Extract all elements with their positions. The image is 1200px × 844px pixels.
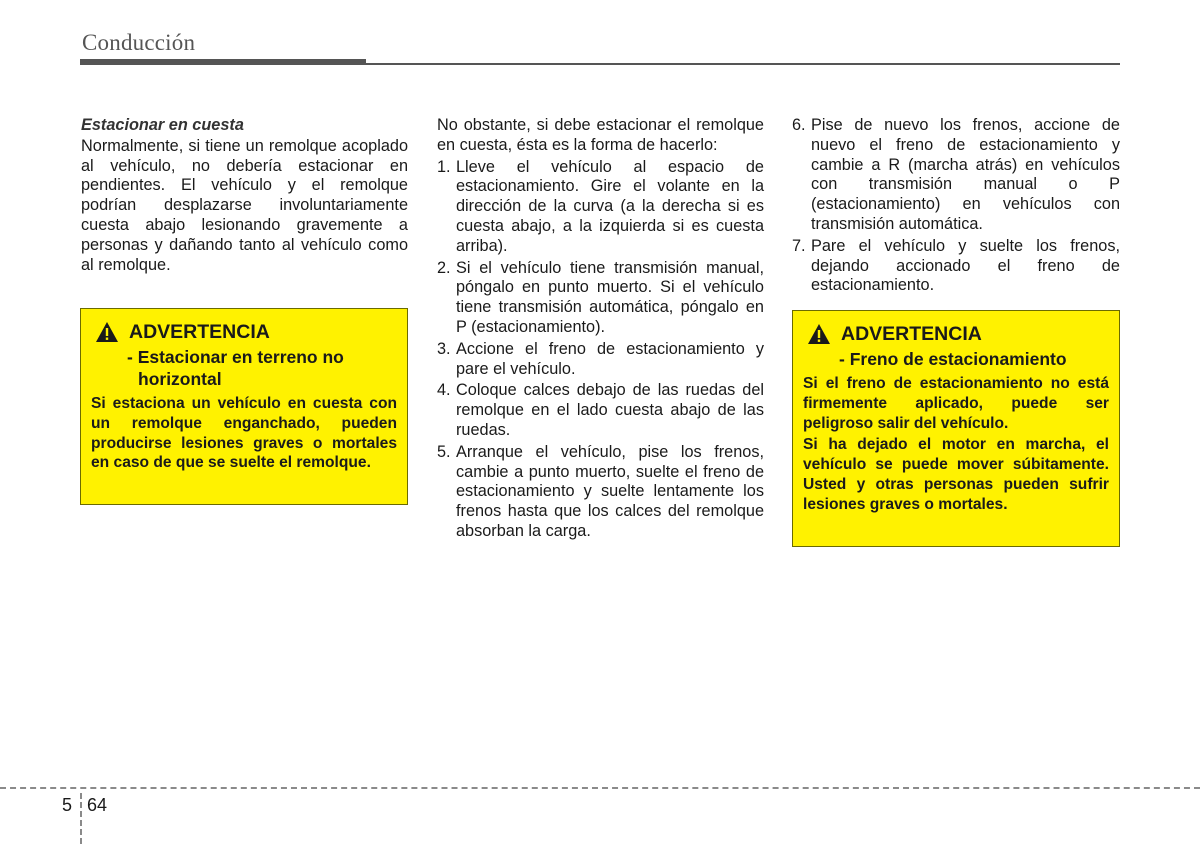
step-number: 1. [437,157,451,176]
step-text: Lleve el vehículo al espacio de estacionamiento. Gire el volante en la dirección de la curva (a la derecha si es cuesta abajo, a la izquierda si es cuesta arriba). [456,157,764,255]
page-title: Conducción [82,30,196,55]
step-text: Si el vehículo tiene transmisión manual, póngalo en punto muerto. Si el vehículo tiene transmisión automática, póngalo en P (estacionamiento). [456,258,764,336]
warning-text: Si estaciona un vehículo en cuesta con un remolque enganchado, pueden producirse lesiones graves o mortales en caso de que se suelte el remolque. [91,395,397,472]
middle-column [437,116,764,544]
header-rule-thick [80,59,366,65]
step-number: 6. [792,116,806,134]
step-text: Coloque calces debajo de las ruedas del remolque en el lado cuesta abajo de las ruedas. [456,381,764,439]
warning-subtitle: - Estacionar en terreno no horizontal [127,347,344,389]
right-column [792,116,1120,298]
warning-text-2: Si ha dejado el motor en marcha, el vehículo se puede mover súbitamente. Usted y otras personas pueden sufrir lesiones graves o mortales. [803,436,1109,513]
list-item [437,158,764,257]
warning-title-row [95,321,397,343]
step-text: Pise de nuevo los frenos, accione de nuevo el freno de estacionamiento y cambie a R (marcha atrás) en vehículos con transmisión manual o P (estacionamiento) en vehículos con transmisión automática. [811,116,1120,233]
step-text: Accione el freno de estacionamiento y pare el vehículo. [456,339,764,378]
warning-box-parking-brake [792,310,1120,547]
list-item [792,116,1120,235]
warning-title-row [807,323,1109,345]
step-number: 2. [437,258,451,277]
warning-triangle-icon [807,323,831,345]
steps-list-middle [437,158,764,542]
page-number: 64 [87,795,108,815]
warning-title: ADVERTENCIA [129,321,270,343]
list-item [437,381,764,440]
step-number: 3. [437,339,451,358]
section-subheading: Estacionar en cuesta [81,116,244,134]
warning-box-slope [80,308,408,505]
step-text: Pare el vehículo y suelte los frenos, dejando accionado el freno de estacionamiento. [811,236,1120,295]
footer-rule [0,787,1200,789]
header-rule-thin [366,63,1120,65]
list-item [437,443,764,542]
chapter-number: 5 [62,795,73,815]
left-column [81,116,408,275]
step-number: 7. [792,236,806,255]
intro-paragraph: Normalmente, si tiene un remolque acoplado al vehículo, no debería estacionar en pendientes. El vehículo y el remolque podrían desplazarse involuntariamente cuesta abajo lesionando gravemente a personas y dañando tanto al vehículo como al remolque. [81,136,408,274]
warning-title: ADVERTENCIA [841,323,982,345]
steps-intro: No obstante, si debe estacionar el remolque en cuesta, ésta es la forma de hacerlo: [437,116,764,154]
steps-list-right [792,116,1120,296]
step-number: 5. [437,442,451,461]
warning-text-1: Si el freno de estacionamiento no está firmemente aplicado, puede ser peligroso salir del vehículo. [803,375,1109,432]
step-text: Arranque el vehículo, pise los frenos, cambie a punto muerto, suelte el freno de estacionamiento y suelte lentamente los frenos hasta que los calces del remolque absorban la carga. [456,442,764,540]
step-number: 4. [437,381,451,400]
footer-divider [80,793,82,844]
list-item [437,340,764,380]
warning-subtitle: - Freno de estacionamiento [839,349,1067,369]
list-item [792,237,1120,296]
warning-triangle-icon [95,321,119,343]
list-item [437,259,764,338]
